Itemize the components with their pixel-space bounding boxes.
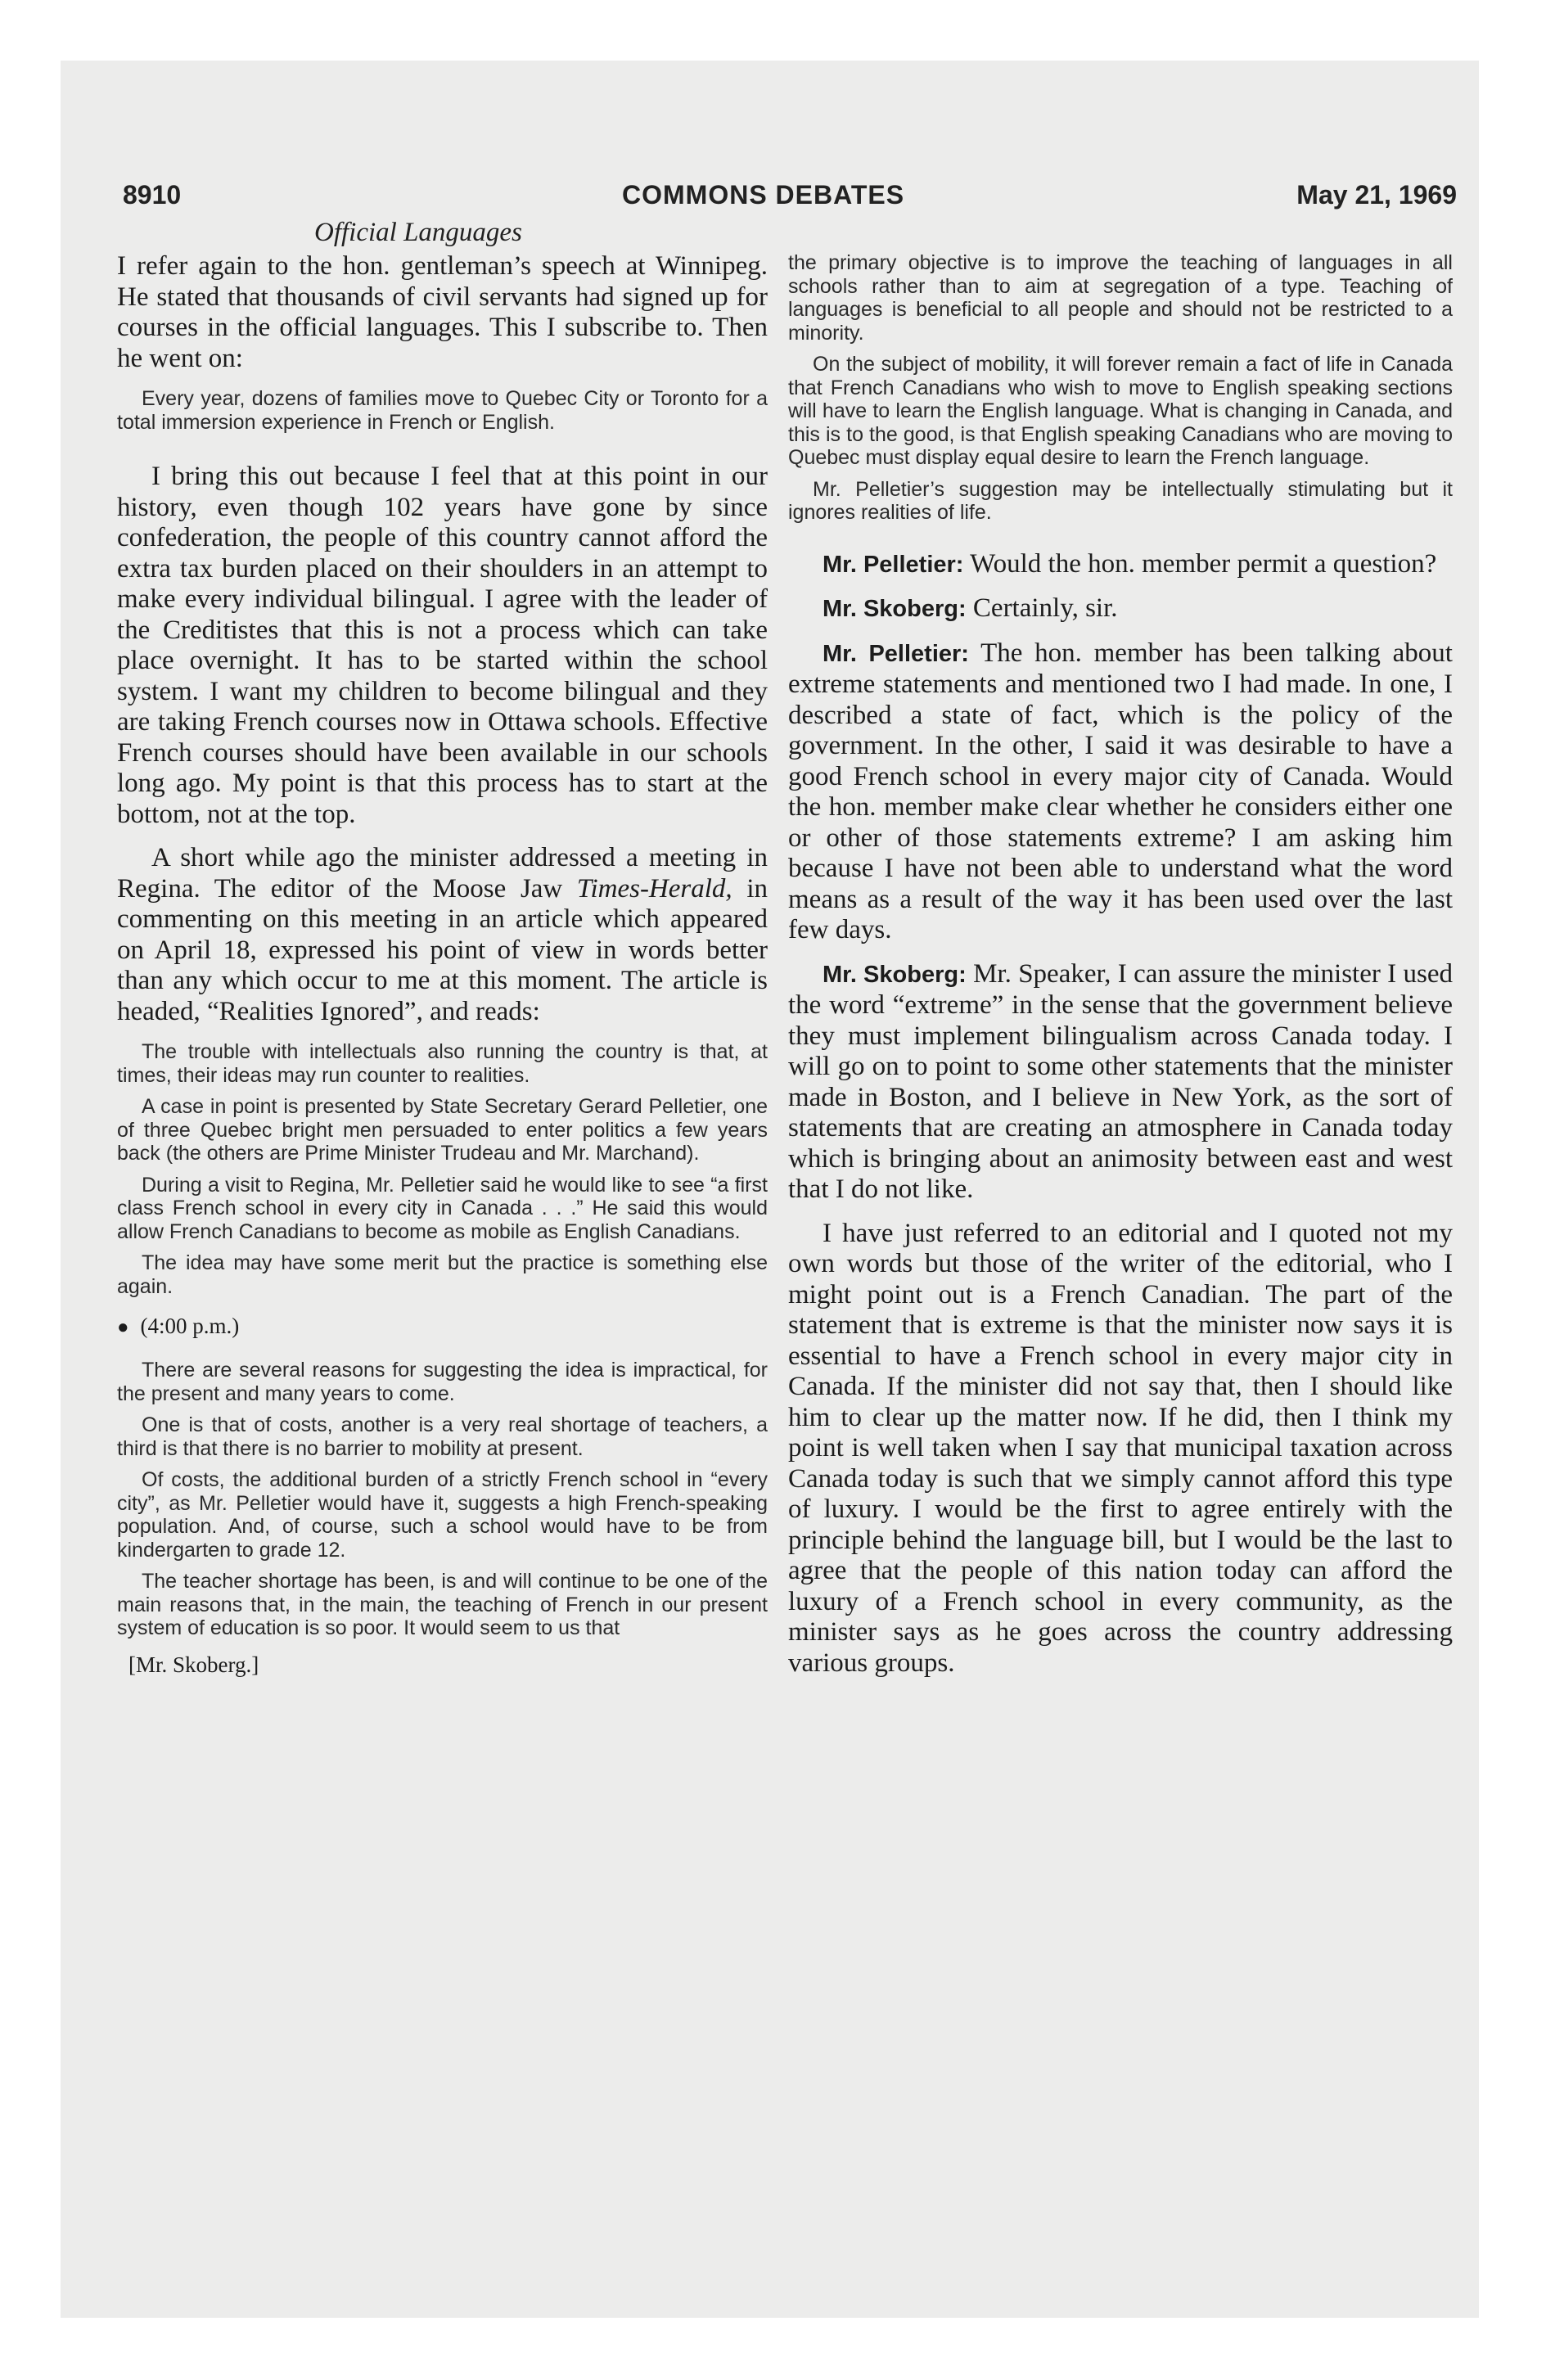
speaker-name: Mr. Pelletier: (823, 640, 969, 667)
speaker-attribution: [Mr. Skoberg.] (128, 1652, 259, 1677)
quoted-paragraph: One is that of costs, another is a very real shortage of teachers, a third is that there is no barrier to mobility at present. (117, 1413, 768, 1460)
speech-text: Would the hon. member permit a question? (963, 548, 1437, 579)
speech-paragraph (788, 549, 1453, 581)
quoted-paragraph: Mr. Pelletier’s suggestion may be intellectually stimulating but it ignores realities of life. (788, 477, 1453, 524)
quoted-paragraph: The idea may have some merit but the practice is something else again. (117, 1251, 768, 1298)
quoted-paragraph: A case in point is presented by State Secretary Gerard Pelletier, one of three Quebec bright men persuaded to enter politics a few years back (the others are Prime Minister Trudeau and Mr. Marchand). (117, 1095, 768, 1165)
paragraph-text: A short while ago the minister addressed a meeting in Regina. The editor of the Moose Jaw (117, 843, 768, 904)
paragraph (117, 843, 768, 1027)
paragraph: I have just referred to an editorial and I quoted not my own words but those of the writer of the editorial, who I might point out is a French Canadian. The part of the statement that is extreme is that the minister now says it is essential to have a French school in every major city in Canada. If the minister did not say that, then I should like him to clear up the matter now. If he did, then I think my point is well taken when I say that municipal taxation across Canada today is such that we simply cannot afford this type of luxury. I would be the first to agree entirely with the principle behind the language bill, but I would be the last to agree that the people of this nation today can afford the luxury of a French school in every community, as the minister says as he goes across the country addressing various groups. (788, 1218, 1453, 1678)
quoted-paragraph: the primary objective is to improve the teaching of languages in all schools rather than to aim at segregation of a type. Teaching of languages is beneficial to all people and should not be restricted to a minority. (788, 251, 1453, 345)
speaker-name: Mr. Skoberg: (823, 961, 967, 988)
bullet-icon: ● (117, 1317, 129, 1338)
left-column (117, 251, 768, 1678)
paragraph-text: in commenting on this meeting in an article which appeared on April 18, expressed his point of view in words better than any which occur to me at this moment. The article is headed, “Realities Ignored”, and reads: (117, 873, 768, 1026)
quoted-paragraph: Of costs, the additional burden of a strictly French school in “every city”, as Mr. Pelletier would have it, suggests a high French-speaking population. And, of course, such a school would have to be from kindergarten to grade 12. (117, 1468, 768, 1562)
speech-paragraph (788, 638, 1453, 946)
speaker-name: Mr. Skoberg: (823, 596, 967, 622)
speech-paragraph (788, 959, 1453, 1206)
page-number: 8910 (123, 180, 182, 210)
newspaper-name: Times-Herald, (576, 873, 732, 904)
paragraph: I refer again to the hon. gentleman’s speech at Winnipeg. He stated that thousands of civil servants had signed up for courses in the official languages. This I subscribe to. Then he went on: (117, 251, 768, 373)
page-header (123, 180, 1457, 221)
speech-text: Certainly, sir. (966, 593, 1118, 623)
speech-text: The hon. member has been talking about extreme statements and mentioned two I had made. In one, I described a state of fact, which is the policy of the government. In the other, I said it was desirable to have a good French school in every major city of Canada. Would the hon. member make clear whether he considers either one or other of those statements extreme? I am asking him because I have not been able to understand what the word means as a result of the way it has been used over the last few days. (788, 638, 1453, 944)
issue-date: May 21, 1969 (1296, 180, 1457, 210)
speech-text: Mr. Speaker, I can assure the minister I used the word “extreme” in the sense that the government believe they must implement bilingualism across Canada today. I will go on to point to some other statements that the minister made in Boston, and I believe in New York, as the sort of statements that are creating an atmosphere in Canada today which is bringing about an animosity between east and west that I do not like. (788, 958, 1453, 1204)
time-text: (4:00 p.m.) (140, 1314, 240, 1338)
speaker-name: Mr. Pelletier: (823, 551, 964, 578)
running-title: COMMONS DEBATES (622, 180, 905, 210)
quoted-paragraph: The teacher shortage has been, is and will continue to be one of the main reasons that, in the main, the teaching of French in our present system of education is so poor. It would seem to us that (117, 1570, 768, 1639)
section-title: Official Languages (314, 218, 522, 247)
time-marker (117, 1313, 768, 1341)
quoted-paragraph: The trouble with intellectuals also running the country is that, at times, their ideas may run counter to realities. (117, 1040, 768, 1087)
paragraph: I bring this out because I feel that at this point in our history, even though 102 years have gone by since confederation, the people of this country cannot afford the extra tax burden placed on their shoulders in an attempt to make every individual bilingual. I agree with the leader of the Creditistes that this is not a process which can take place overnight. It has to be started within the school system. I want my children to become bilingual and they are taking French courses now in Ottawa schools. Effective French courses should have been available in our schools long ago. My point is that this process has to start at the bottom, not at the top. (117, 462, 768, 829)
speech-paragraph (788, 593, 1453, 625)
quoted-paragraph: During a visit to Regina, Mr. Pelletier said he would like to see “a first class French school in every city in Canada . . .” He said this would allow French Canadians to become as mobile as English Canadians. (117, 1173, 768, 1243)
quoted-paragraph: There are several reasons for suggesting the idea is impractical, for the present and many years to come. (117, 1359, 768, 1405)
right-column (788, 251, 1453, 1692)
quoted-paragraph: Every year, dozens of families move to Quebec City or Toronto for a total immersion experience in French or English. (117, 387, 768, 434)
quoted-paragraph: On the subject of mobility, it will forever remain a fact of life in Canada that French Canadians who wish to move to English speaking sections will have to learn the English language. What is changing in Canada, and this is to the good, is that English speaking Canadians who are moving to Quebec must display equal desire to learn the French language. (788, 353, 1453, 469)
